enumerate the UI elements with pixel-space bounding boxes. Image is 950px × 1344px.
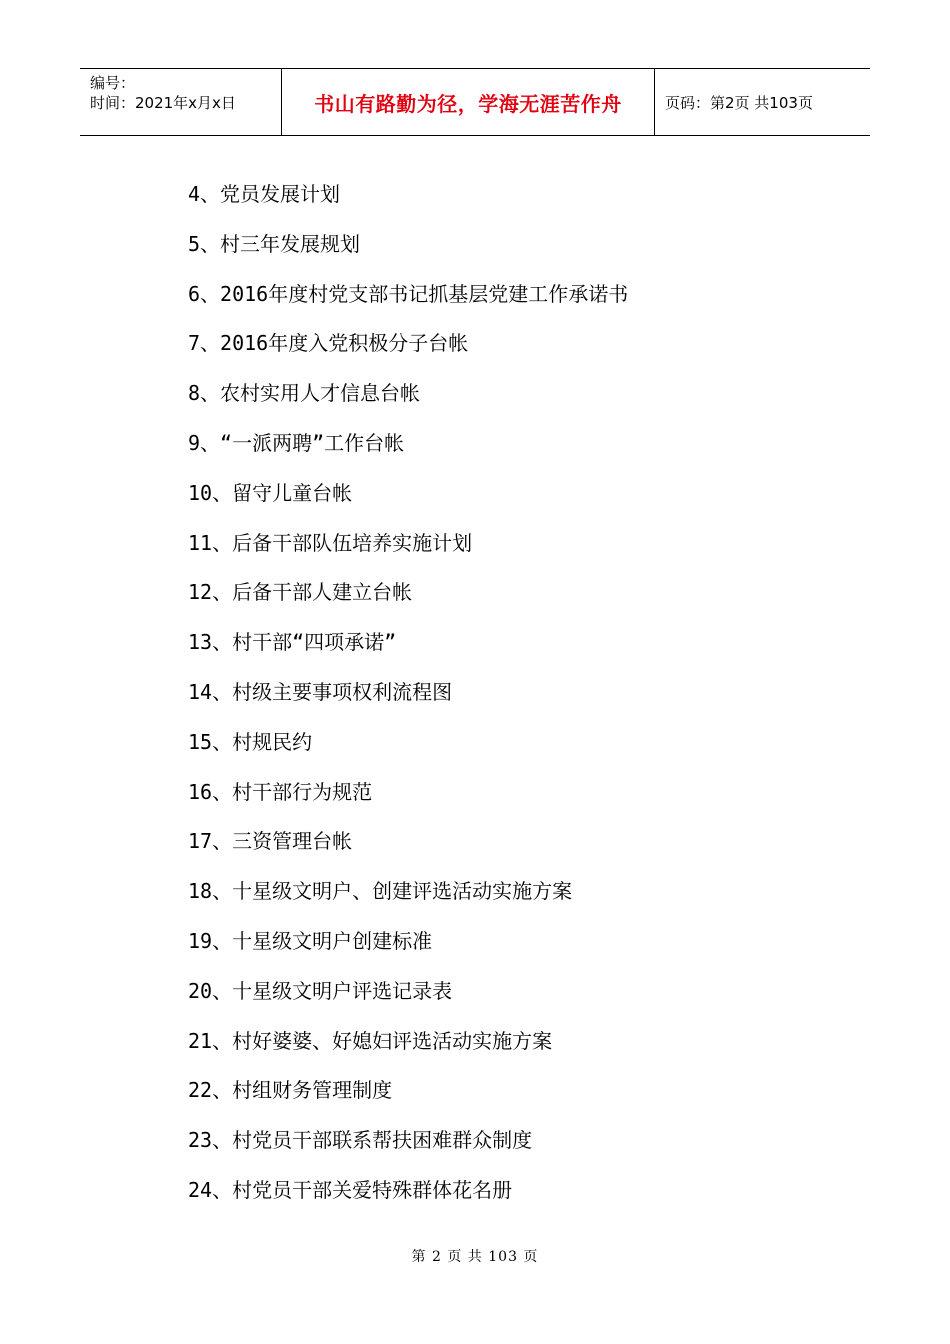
- toc-item: 21、村好婆婆、好媳妇评选活动实施方案: [188, 1028, 553, 1053]
- toc-item: 20、十星级文明户评选记录表: [188, 978, 453, 1003]
- toc-item: 7、2016年度入党积极分子台帐: [188, 331, 469, 356]
- number-label: 编号：: [90, 74, 136, 92]
- header-meta: [80, 69, 282, 135]
- toc-item: 12、后备干部人建立台帐: [188, 580, 413, 605]
- toc-item: 11、后备干部队伍培养实施计划: [188, 530, 473, 555]
- toc-item: 16、村干部行为规范: [188, 779, 373, 804]
- toc-item: 17、三资管理台帐: [188, 829, 353, 854]
- toc-item: 15、村规民约: [188, 729, 313, 754]
- toc-item: 14、村级主要事项权利流程图: [188, 679, 453, 704]
- page-header: [80, 68, 870, 136]
- toc-item: 24、村党员干部关爱特殊群体花名册: [188, 1177, 513, 1202]
- header-page-info: 页码：第2页 共103页: [665, 93, 813, 112]
- toc-item: 4、党员发展计划: [188, 182, 341, 206]
- toc-list: [188, 172, 628, 1218]
- toc-item: 13、村干部“四项承诺”: [188, 630, 397, 655]
- toc-item: 19、十星级文明户创建标准: [188, 928, 433, 953]
- toc-item: 5、村三年发展规划: [188, 231, 361, 256]
- time-label: 时间：2021年x月x日: [90, 94, 236, 112]
- toc-item: 10、留守儿童台帐: [188, 480, 353, 505]
- toc-item: 18、十星级文明户、创建评选活动实施方案: [188, 879, 573, 904]
- toc-item: 23、村党员干部联系帮扶困难群众制度: [188, 1128, 533, 1153]
- toc-item: 22、村组财务管理制度: [188, 1078, 393, 1103]
- toc-item: 8、农村实用人才信息台帐: [188, 381, 421, 406]
- toc-item: 9、“一派两聘”工作台帐: [188, 430, 405, 455]
- header-motto: 书山有路勤为径，学海无涯苦作舟: [282, 69, 655, 135]
- page-footer: 第 2 页 共 103 页: [411, 1249, 539, 1265]
- toc-item: 6、2016年度村党支部书记抓基层党建工作承诺书: [188, 281, 629, 306]
